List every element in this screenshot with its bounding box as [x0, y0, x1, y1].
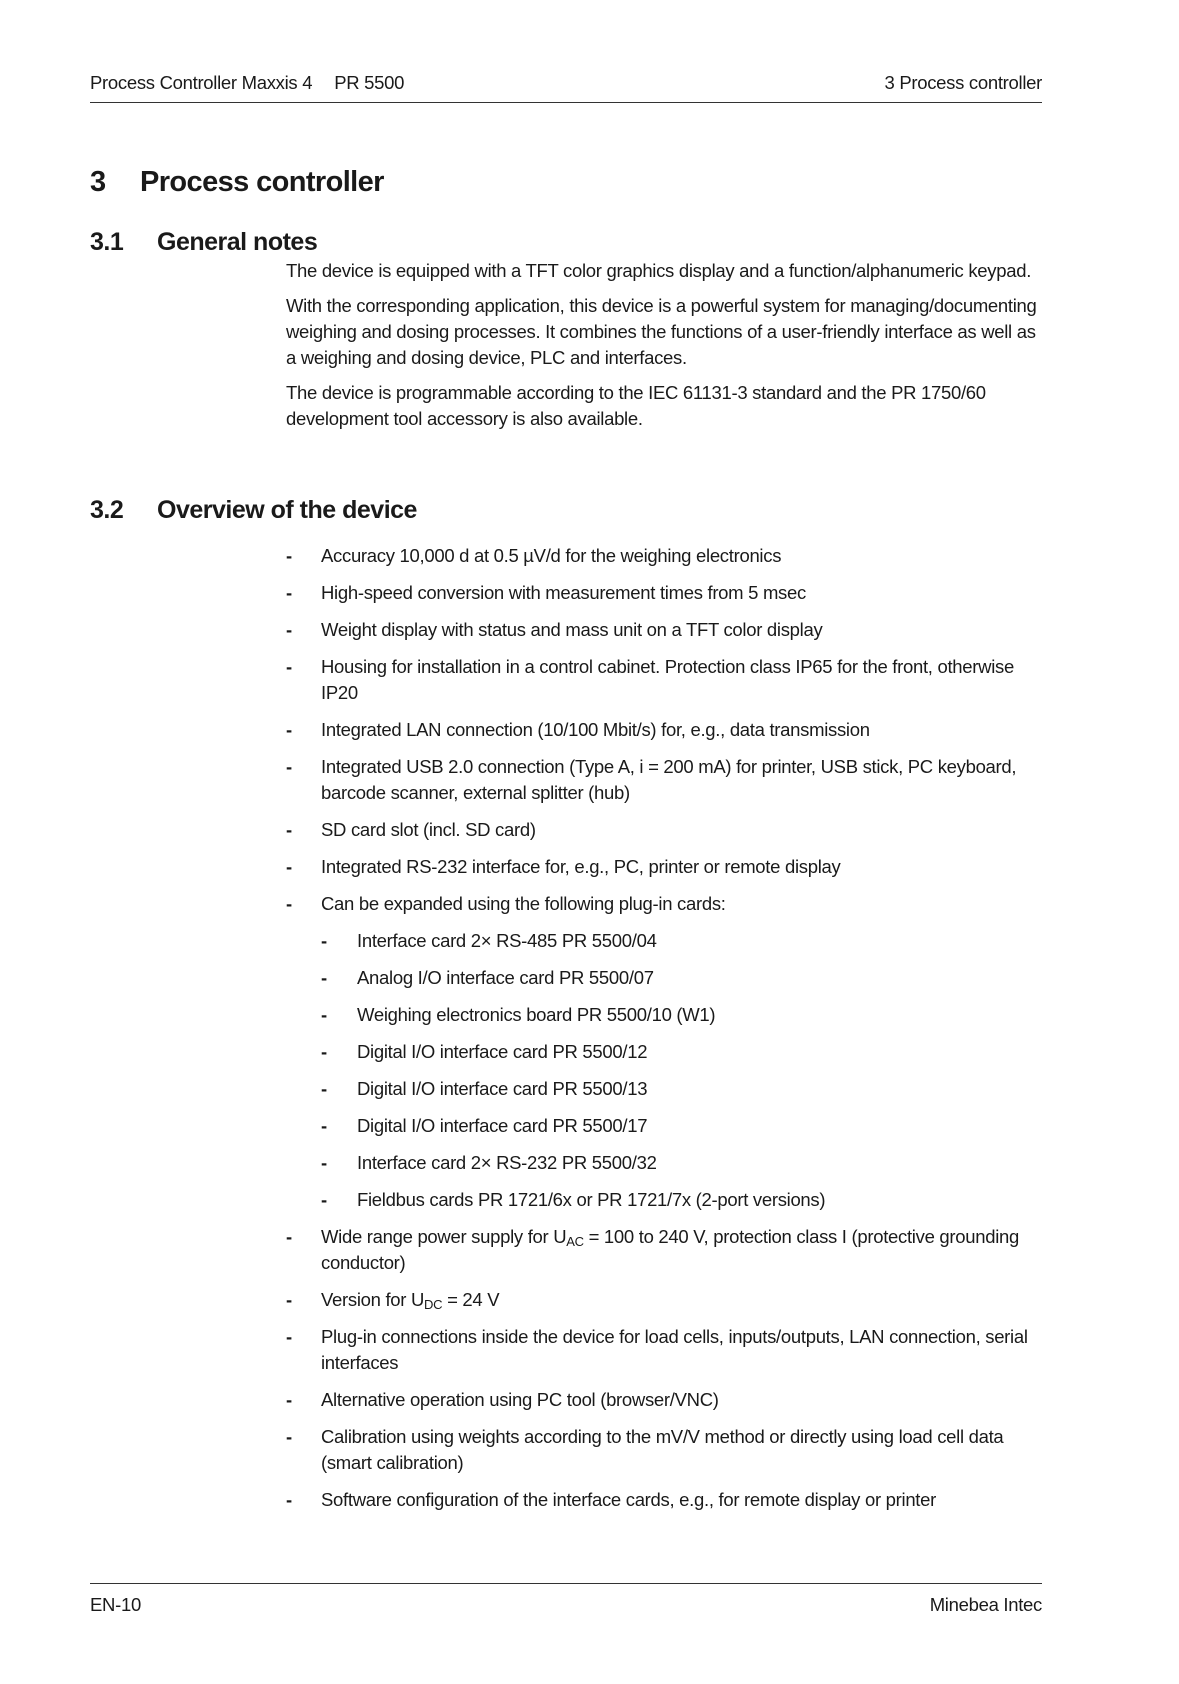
dash-bullet: - [321, 967, 327, 988]
general-notes-body [286, 258, 1046, 441]
chapter-title: Process controller [140, 166, 384, 198]
list-item-power-dc: - Version for $U_{DC} = 24$ V [286, 1289, 500, 1312]
dash-bullet: - [286, 819, 292, 840]
page-number: EN-10 [90, 1594, 141, 1615]
section-number: 3.2 [90, 496, 124, 524]
dash-bullet: - [321, 1152, 327, 1173]
list-item: - High-speed conversion with measurement times from 5 msec [286, 580, 1046, 606]
header-chapter-reference: 3 Process controller [884, 72, 1042, 93]
dash-bullet: - [286, 656, 292, 677]
list-item: - Can be expanded using the following plug-in cards: - Interface card 2× RS-485 PR 5500/04 - Analog I/O interface card PR 5500/07 - Weighing electronics board PR 5500/10 (W1) - Digital I/O interface card PR 5500/12 - Digital I/O interface card PR 5500/13 - Digital I/O interface card PR 5500/17 - Interface card 2× RS-232 PR 5500/32 - Fieldbus cards PR 1721/6x or PR 1721/7x (2-port versions) [286, 891, 1046, 1213]
paragraph: The device is programmable according to the IEC 61131-3 standard and the PR 1750/60 development tool accessory is also available. [286, 382, 986, 429]
dash-bullet: - [286, 1226, 292, 1247]
dash-bullet: - [321, 1004, 327, 1025]
list-item: - Weight display with status and mass unit on a TFT color display [286, 617, 1046, 643]
list-item: - SD card slot (incl. SD card) [286, 817, 1046, 843]
list-item: - Integrated RS-232 interface for, e.g., PC, printer or remote display [286, 854, 1046, 880]
header-document-code: PR 5500 [334, 72, 405, 93]
dash-bullet: - [321, 1115, 327, 1136]
list-item: - Integrated USB 2.0 connection (Type A, i = 200 mA) for printer, USB stick, PC keyboard, barcode scanner, external splitter (hub) [286, 756, 1017, 803]
dash-bullet: - [286, 719, 292, 740]
plug-in-card-list [321, 928, 1046, 1213]
dash-bullet: - [286, 1389, 292, 1410]
dash-bullet: - [286, 1326, 292, 1347]
paragraph: The device is equipped with a TFT color graphics display and a function/alphanumeric keypad. [286, 260, 1032, 281]
sub-list-item: - Fieldbus cards PR 1721/6x or PR 1721/7x (2-port versions) [321, 1187, 1046, 1213]
dash-bullet: - [321, 1041, 327, 1062]
dash-bullet: - [286, 1289, 292, 1310]
section-heading-general-notes [90, 228, 317, 257]
dash-bullet: - [321, 930, 327, 951]
sub-list-item: - Digital I/O interface card PR 5500/12 [321, 1039, 1046, 1065]
section-title: General notes [157, 228, 318, 256]
section-heading-overview [90, 496, 417, 525]
dash-bullet: - [286, 545, 292, 566]
dash-bullet: - [321, 1189, 327, 1210]
subscript-dc: DC [424, 1297, 443, 1312]
list-item: - Alternative operation using PC tool (browser/VNC) [286, 1387, 1046, 1413]
dash-bullet: - [286, 856, 292, 877]
chapter-heading [90, 166, 384, 199]
section-title: Overview of the device [157, 496, 417, 524]
section-number: 3.1 [90, 228, 124, 256]
sub-list-item: - Digital I/O interface card PR 5500/13 [321, 1076, 1046, 1102]
footer-company: Minebea Intec [929, 1594, 1042, 1615]
dash-bullet: - [286, 893, 292, 914]
dash-bullet: - [286, 1426, 292, 1447]
list-item: - Software configuration of the interface cards, e.g., for remote display or printer [286, 1487, 1046, 1513]
dash-bullet: - [286, 619, 292, 640]
sub-list-item: - Interface card 2× RS-485 PR 5500/04 [321, 928, 1046, 954]
list-item: - Accuracy 10,000 d at 0.5 µV/d for the weighing electronics [286, 543, 1046, 569]
chapter-number: 3 [90, 166, 106, 198]
dash-bullet: - [321, 1078, 327, 1099]
list-item: - Calibration using weights according to the mV/V method or directly using load cell data (smart calibration) [286, 1426, 1004, 1473]
page-header [90, 70, 1042, 103]
sub-list-item: - Digital I/O interface card PR 5500/17 [321, 1113, 1046, 1139]
header-document-title: Process Controller Maxxis 4 PR 5500 [90, 72, 405, 93]
list-item: - Housing for installation in a control cabinet. Protection class IP65 for the front, otherwise IP20 [286, 656, 1014, 703]
list-item: - Integrated LAN connection (10/100 Mbit/s) for, e.g., data transmission [286, 717, 1046, 743]
sub-list-item: - Analog I/O interface card PR 5500/07 [321, 965, 1046, 991]
list-item-power-ac: - Wide range power supply for $U_{AC} = 100$ to 240 V, protection class I (protective grounding conductor) [286, 1226, 1019, 1273]
dash-bullet: - [286, 582, 292, 603]
dash-bullet: - [286, 1489, 292, 1510]
page-footer [90, 1583, 1042, 1616]
dash-bullet: - [286, 756, 292, 777]
subscript-ac: AC [566, 1234, 584, 1249]
device-feature-list [286, 543, 1046, 1524]
list-item: - Plug-in connections inside the device for load cells, inputs/outputs, LAN connection, serial interfaces [286, 1326, 1028, 1373]
sub-list-item: - Interface card 2× RS-232 PR 5500/32 [321, 1150, 1046, 1176]
sub-list-item: - Weighing electronics board PR 5500/10 (W1) [321, 1002, 1046, 1028]
paragraph: With the corresponding application, this device is a powerful system for managing/documenting weighing and dosing processes. It combines the functions of a user-friendly interface as well as a weighing and dosing device, PLC and interfaces. [286, 295, 1037, 368]
